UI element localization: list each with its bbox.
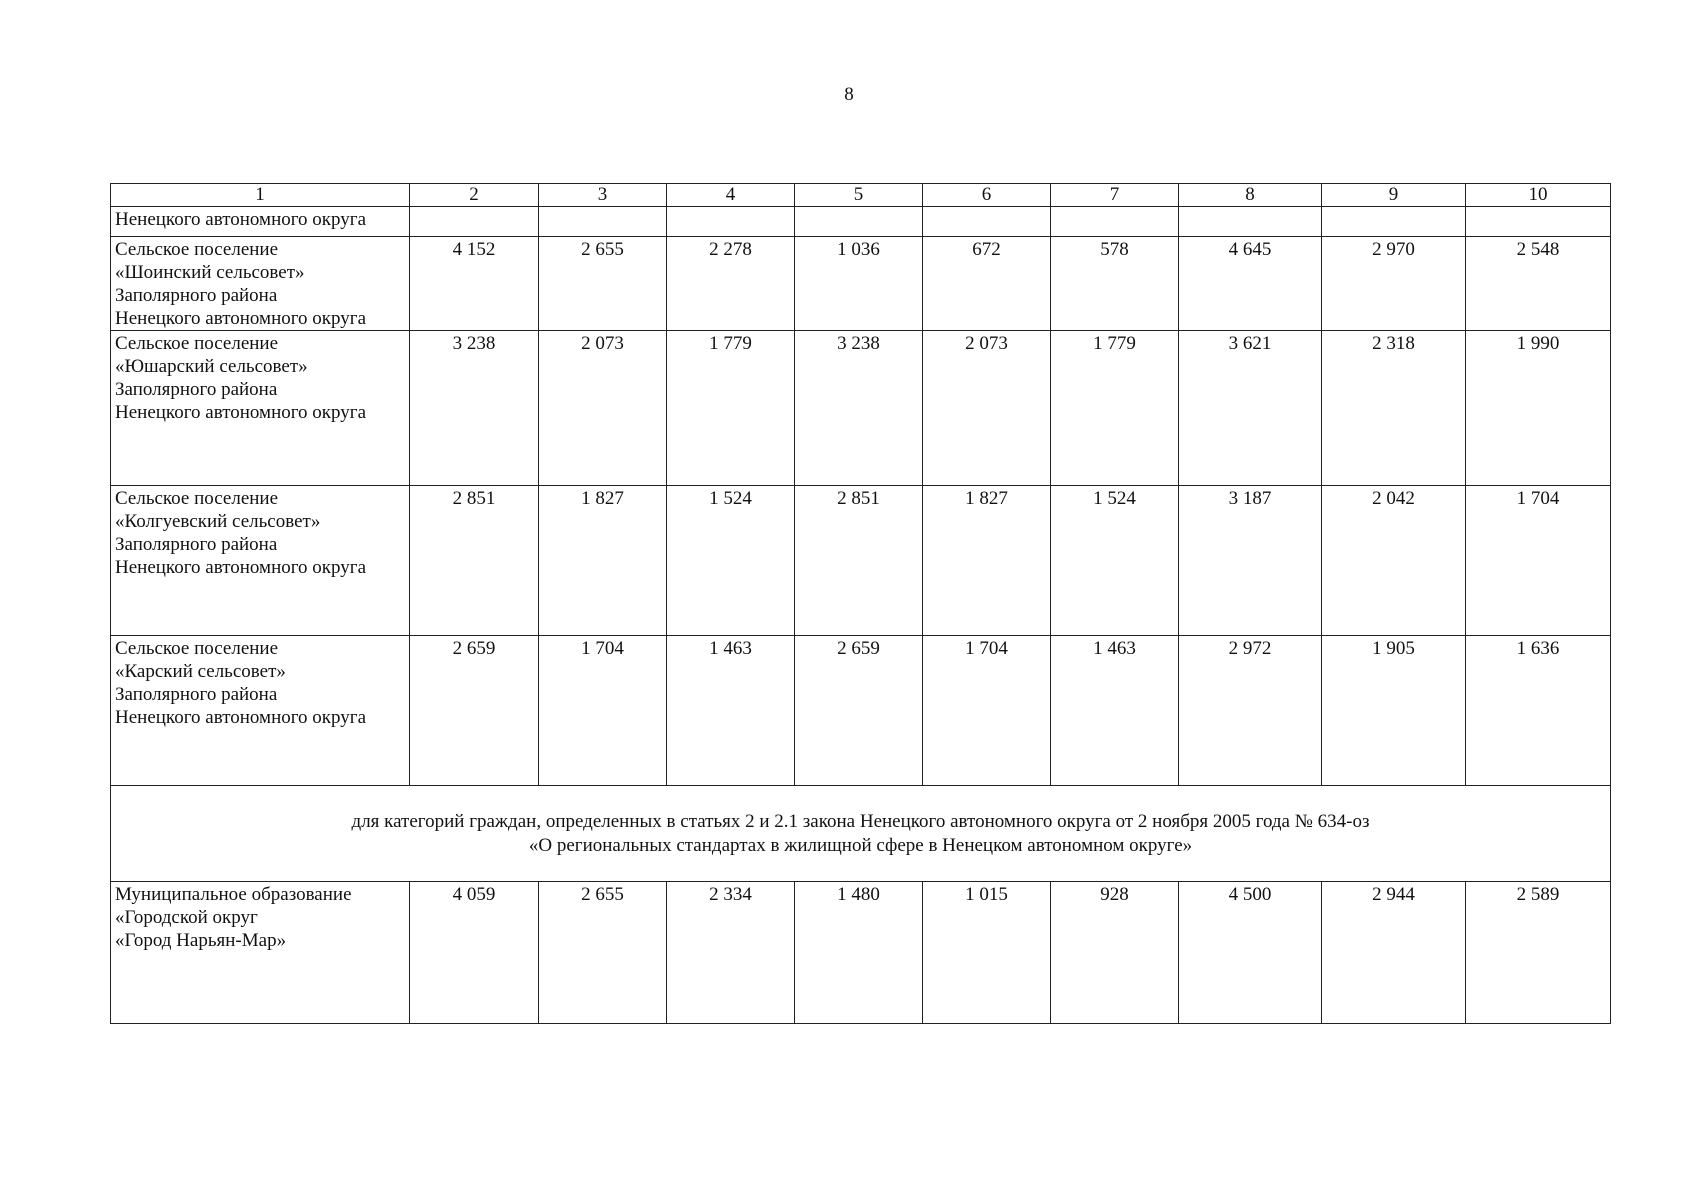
table-row [111,636,1611,786]
value-cell: 2 944 [1322,882,1466,1024]
value-cell: 2 042 [1322,486,1466,636]
column-number: 2 [410,184,539,207]
data-table [110,183,1611,1024]
value-cell: 2 548 [1466,237,1611,331]
value-cell: 1 524 [667,486,795,636]
value-cell: 2 334 [667,882,795,1024]
column-number: 9 [1322,184,1466,207]
value-cell: 1 905 [1322,636,1466,786]
value-cell: 4 645 [1179,237,1322,331]
value-cell: 2 659 [410,636,539,786]
column-number: 1 [111,184,410,207]
settlement-name: Сельское поселение «Колгуевский сельсовет» Заполярного района Ненецкого автономного округа [111,486,410,636]
empty-cell [539,207,667,237]
value-cell: 2 589 [1466,882,1611,1024]
empty-cell [1179,207,1322,237]
settlement-name: Сельское поселение «Карский сельсовет» Заполярного района Ненецкого автономного округа [111,636,410,786]
value-cell: 1 827 [923,486,1051,636]
column-number: 3 [539,184,667,207]
settlement-name: Сельское поселение «Шоинский сельсовет» Заполярного района Ненецкого автономного округа [111,237,410,331]
value-cell: 4 152 [410,237,539,331]
value-cell: 672 [923,237,1051,331]
value-cell: 1 015 [923,882,1051,1024]
column-number: 6 [923,184,1051,207]
value-cell: 1 827 [539,486,667,636]
value-cell: 1 704 [923,636,1051,786]
value-cell: 1 779 [667,331,795,486]
value-cell: 1 463 [667,636,795,786]
page-number: 8 [844,84,854,105]
value-cell: 1 779 [1051,331,1179,486]
column-number: 8 [1179,184,1322,207]
value-cell: 1 480 [795,882,923,1024]
section-heading [111,786,1611,882]
settlement-name: Сельское поселение «Юшарский сельсовет» Заполярного района Ненецкого автономного округа [111,331,410,486]
table-row [111,237,1611,331]
value-cell: 2 655 [539,237,667,331]
column-number: 5 [795,184,923,207]
empty-cell [667,207,795,237]
value-cell: 1 990 [1466,331,1611,486]
value-cell: 1 463 [1051,636,1179,786]
value-cell: 2 073 [923,331,1051,486]
value-cell: 1 036 [795,237,923,331]
value-cell: 3 187 [1179,486,1322,636]
table-row [111,331,1611,486]
table-row [111,486,1611,636]
value-cell: 1 704 [1466,486,1611,636]
empty-cell [795,207,923,237]
value-cell: 2 073 [539,331,667,486]
value-cell: 928 [1051,882,1179,1024]
value-cell: 4 059 [410,882,539,1024]
column-number: 4 [667,184,795,207]
value-cell: 578 [1051,237,1179,331]
value-cell: 1 704 [539,636,667,786]
empty-cell [410,207,539,237]
section-heading-line: для категорий граждан, определенных в статьях 2 и 2.1 закона Ненецкого автономного округа от 2 ноября 2005 года № 634-оз [351,811,1370,832]
value-cell: 1 524 [1051,486,1179,636]
value-cell: 2 659 [795,636,923,786]
value-cell: 2 970 [1322,237,1466,331]
value-cell: 2 318 [1322,331,1466,486]
value-cell: 2 851 [795,486,923,636]
continuation-row [111,207,1611,237]
value-cell: 1 636 [1466,636,1611,786]
empty-cell [923,207,1051,237]
value-cell: 2 655 [539,882,667,1024]
value-cell: 3 238 [410,331,539,486]
value-cell: 3 238 [795,331,923,486]
column-number-row [111,184,1611,207]
value-cell: 3 621 [1179,331,1322,486]
table-row [111,882,1611,1024]
value-cell: 4 500 [1179,882,1322,1024]
value-cell: 2 851 [410,486,539,636]
column-number: 10 [1466,184,1611,207]
empty-cell [1322,207,1466,237]
continuation-label: Ненецкого автономного округа [111,207,410,237]
municipality-name: Муниципальное образование «Городской округ «Город Нарьян-Мар» [111,882,410,1024]
value-cell: 2 278 [667,237,795,331]
section-heading-row [111,786,1611,882]
empty-cell [1051,207,1179,237]
value-cell: 2 972 [1179,636,1322,786]
empty-cell [1466,207,1611,237]
section-heading-line: «О региональных стандартах в жилищной сфере в Ненецком автономном округе» [528,835,1193,856]
column-number: 7 [1051,184,1179,207]
